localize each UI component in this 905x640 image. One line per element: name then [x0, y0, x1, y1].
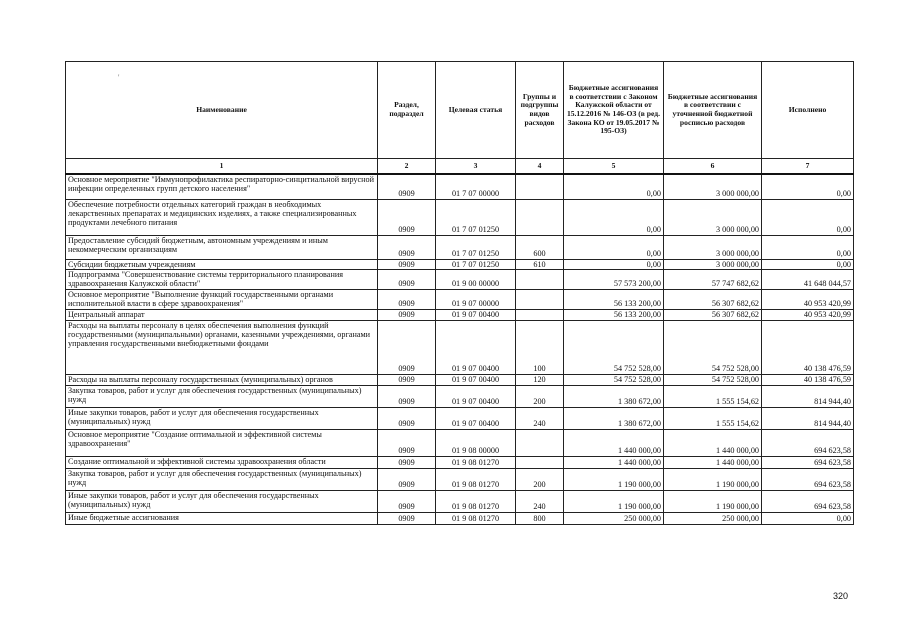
row-name: Расходы на выплаты персоналу государственных (муниципальных) органов — [66, 374, 378, 385]
row-target: 01 9 07 00400 — [436, 320, 516, 374]
row-section: 0909 — [378, 309, 436, 320]
row-name: Закупка товаров, работ и услуг для обеспечения государственных (муниципальных) нужд — [66, 385, 378, 407]
table-row — [66, 407, 854, 429]
row-target: 01 9 08 01270 — [436, 490, 516, 512]
row-name: Иные закупки товаров, работ и услуг для обеспечения государственных (муниципальных) нужд — [66, 490, 378, 512]
row-target: 01 9 07 00400 — [436, 385, 516, 407]
row-executed: 0,00 — [762, 235, 854, 259]
row-section: 0909 — [378, 259, 436, 269]
row-budget-law: 1 190 000,00 — [564, 468, 664, 490]
row-expense-group — [516, 456, 564, 468]
header-number: 5 — [564, 159, 664, 175]
row-name: Основное мероприятие "Создание оптимальной и эффективной системы здравоохранения" — [66, 429, 378, 456]
row-executed: 694 623,58 — [762, 429, 854, 456]
row-budget-law: 57 573 200,00 — [564, 269, 664, 289]
row-expense-group: 240 — [516, 407, 564, 429]
row-section: 0909 — [378, 456, 436, 468]
row-budget-refined: 54 752 528,00 — [664, 320, 762, 374]
row-budget-refined: 56 307 682,62 — [664, 289, 762, 309]
row-name: Центральный аппарат — [66, 309, 378, 320]
row-name: Предоставление субсидий бюджетным, автономным учреждениям и иным некоммерческим организациям — [66, 235, 378, 259]
header-number: 2 — [378, 159, 436, 175]
row-executed: 694 623,58 — [762, 490, 854, 512]
header-number: 7 — [762, 159, 854, 175]
row-budget-refined: 1 555 154,62 — [664, 407, 762, 429]
header-target: Целевая статья — [436, 62, 516, 159]
row-expense-group: 610 — [516, 259, 564, 269]
row-budget-law: 54 752 528,00 — [564, 320, 664, 374]
header-budget-law: Бюджетные ассигнования в соответствии с Законом Калужской области от 15.12.2016 № 146-ОЗ (в ред. Закона КО от 19.05.2017 № 195-ОЗ) — [564, 62, 664, 159]
header-number: 3 — [436, 159, 516, 175]
row-budget-refined: 54 752 528,00 — [664, 374, 762, 385]
header-row — [66, 62, 854, 159]
row-budget-refined: 1 440 000,00 — [664, 429, 762, 456]
row-budget-refined: 57 747 682,62 — [664, 269, 762, 289]
table-row — [66, 374, 854, 385]
row-budget-refined: 3 000 000,00 — [664, 235, 762, 259]
row-executed: 0,00 — [762, 512, 854, 524]
table-row — [66, 468, 854, 490]
row-section: 0909 — [378, 269, 436, 289]
row-executed: 40 138 476,59 — [762, 320, 854, 374]
header-number: 1 — [66, 159, 378, 175]
row-expense-group — [516, 289, 564, 309]
row-target: 01 9 07 00000 — [436, 289, 516, 309]
row-target: 01 9 08 01270 — [436, 456, 516, 468]
row-name: Подпрограмма "Совершенствование системы территориального планирования здравоохранения Калужской области" — [66, 269, 378, 289]
row-expense-group — [516, 199, 564, 235]
row-target: 01 7 07 01250 — [436, 259, 516, 269]
row-name: Основное мероприятие "Выполнение функций государственными органами исполнительной власти в сфере здравоохранения" — [66, 289, 378, 309]
table-row — [66, 385, 854, 407]
corner-mark: ' — [118, 73, 120, 82]
row-expense-group: 200 — [516, 468, 564, 490]
row-section: 0909 — [378, 320, 436, 374]
table-row — [66, 320, 854, 374]
row-target: 01 7 07 01250 — [436, 199, 516, 235]
row-expense-group: 600 — [516, 235, 564, 259]
header-groups: Группы и подгруппы видов расходов — [516, 62, 564, 159]
page-number: 320 — [833, 591, 849, 601]
row-budget-law: 0,00 — [564, 174, 664, 199]
row-budget-refined: 56 307 682,62 — [664, 309, 762, 320]
table-row — [66, 289, 854, 309]
row-budget-refined: 3 000 000,00 — [664, 174, 762, 199]
row-expense-group: 100 — [516, 320, 564, 374]
row-budget-law: 1 380 672,00 — [564, 385, 664, 407]
row-section: 0909 — [378, 385, 436, 407]
row-budget-refined: 3 000 000,00 — [664, 199, 762, 235]
table-row — [66, 490, 854, 512]
row-budget-law: 0,00 — [564, 259, 664, 269]
row-budget-law: 56 133 200,00 — [564, 289, 664, 309]
row-name: Иные бюджетные ассигнования — [66, 512, 378, 524]
row-target: 01 9 07 00400 — [436, 309, 516, 320]
table-body — [66, 174, 854, 524]
row-budget-refined: 1 440 000,00 — [664, 456, 762, 468]
header-budget-refined: Бюджетные ассигнования в соответствии с уточненной бюджетной росписью расходов — [664, 62, 762, 159]
table-row — [66, 235, 854, 259]
row-section: 0909 — [378, 468, 436, 490]
row-budget-law: 54 752 528,00 — [564, 374, 664, 385]
row-name: Обеспечение потребности отдельных категорий граждан в необходимых лекарственных препаратах и медицинских изделиях, а также специализированных продуктами лечебного питания — [66, 199, 378, 235]
table-row — [66, 429, 854, 456]
row-executed: 40 953 420,99 — [762, 309, 854, 320]
budget-table — [65, 61, 854, 525]
header-name: Наименование — [66, 62, 378, 159]
row-name: Основное мероприятие "Иммунопрофилактика респираторно-синцитиальной вирусной инфекции определенных групп детского населения" — [66, 174, 378, 199]
row-name: Расходы на выплаты персоналу в целях обеспечения выполнения функций государственными (муниципальными) органами, казенными учреждениями, органами управления государственными внебюджетными фондами — [66, 320, 378, 374]
row-budget-law: 0,00 — [564, 235, 664, 259]
row-budget-law: 1 380 672,00 — [564, 407, 664, 429]
table-row — [66, 199, 854, 235]
row-target: 01 7 07 00000 — [436, 174, 516, 199]
row-expense-group — [516, 429, 564, 456]
row-executed: 0,00 — [762, 174, 854, 199]
row-target: 01 9 07 00400 — [436, 407, 516, 429]
row-executed: 814 944,40 — [762, 407, 854, 429]
row-budget-refined: 250 000,00 — [664, 512, 762, 524]
row-budget-law: 56 133 200,00 — [564, 309, 664, 320]
row-section: 0909 — [378, 199, 436, 235]
row-name: Создание оптимальной и эффективной системы здравоохранения области — [66, 456, 378, 468]
row-section: 0909 — [378, 407, 436, 429]
row-target: 01 9 08 01270 — [436, 468, 516, 490]
table-row — [66, 174, 854, 199]
row-executed: 0,00 — [762, 259, 854, 269]
row-executed: 814 944,40 — [762, 385, 854, 407]
row-section: 0909 — [378, 374, 436, 385]
row-budget-law: 1 440 000,00 — [564, 456, 664, 468]
row-target: 01 9 08 01270 — [436, 512, 516, 524]
header-number: 6 — [664, 159, 762, 175]
row-section: 0909 — [378, 235, 436, 259]
row-section: 0909 — [378, 429, 436, 456]
row-budget-law: 250 000,00 — [564, 512, 664, 524]
row-executed: 40 953 420,99 — [762, 289, 854, 309]
row-expense-group — [516, 174, 564, 199]
row-section: 0909 — [378, 289, 436, 309]
header-section: Раздел, подраздел — [378, 62, 436, 159]
row-target: 01 9 00 00000 — [436, 269, 516, 289]
row-section: 0909 — [378, 512, 436, 524]
row-section: 0909 — [378, 174, 436, 199]
table-row — [66, 309, 854, 320]
row-expense-group: 120 — [516, 374, 564, 385]
row-expense-group: 200 — [516, 385, 564, 407]
row-executed: 41 648 044,57 — [762, 269, 854, 289]
row-budget-refined: 1 555 154,62 — [664, 385, 762, 407]
table-row — [66, 269, 854, 289]
row-budget-refined: 1 190 000,00 — [664, 490, 762, 512]
row-budget-refined: 3 000 000,00 — [664, 259, 762, 269]
table-row — [66, 512, 854, 524]
header-number: 4 — [516, 159, 564, 175]
row-target: 01 7 07 01250 — [436, 235, 516, 259]
row-expense-group: 240 — [516, 490, 564, 512]
row-expense-group — [516, 269, 564, 289]
row-expense-group — [516, 309, 564, 320]
row-section: 0909 — [378, 490, 436, 512]
table-row — [66, 259, 854, 269]
row-name: Субсидии бюджетным учреждениям — [66, 259, 378, 269]
header-executed: Исполнено — [762, 62, 854, 159]
row-executed: 694 623,58 — [762, 456, 854, 468]
row-executed: 0,00 — [762, 199, 854, 235]
row-budget-law: 1 190 000,00 — [564, 490, 664, 512]
row-executed: 40 138 476,59 — [762, 374, 854, 385]
row-target: 01 9 07 00400 — [436, 374, 516, 385]
row-budget-refined: 1 190 000,00 — [664, 468, 762, 490]
row-budget-law: 1 440 000,00 — [564, 429, 664, 456]
row-executed: 694 623,58 — [762, 468, 854, 490]
table-row — [66, 456, 854, 468]
row-name: Закупка товаров, работ и услуг для обеспечения государственных (муниципальных) нужд — [66, 468, 378, 490]
row-name: Иные закупки товаров, работ и услуг для обеспечения государственных (муниципальных) нужд — [66, 407, 378, 429]
header-number-row — [66, 159, 854, 175]
row-target: 01 9 08 00000 — [436, 429, 516, 456]
row-expense-group: 800 — [516, 512, 564, 524]
row-budget-law: 0,00 — [564, 199, 664, 235]
